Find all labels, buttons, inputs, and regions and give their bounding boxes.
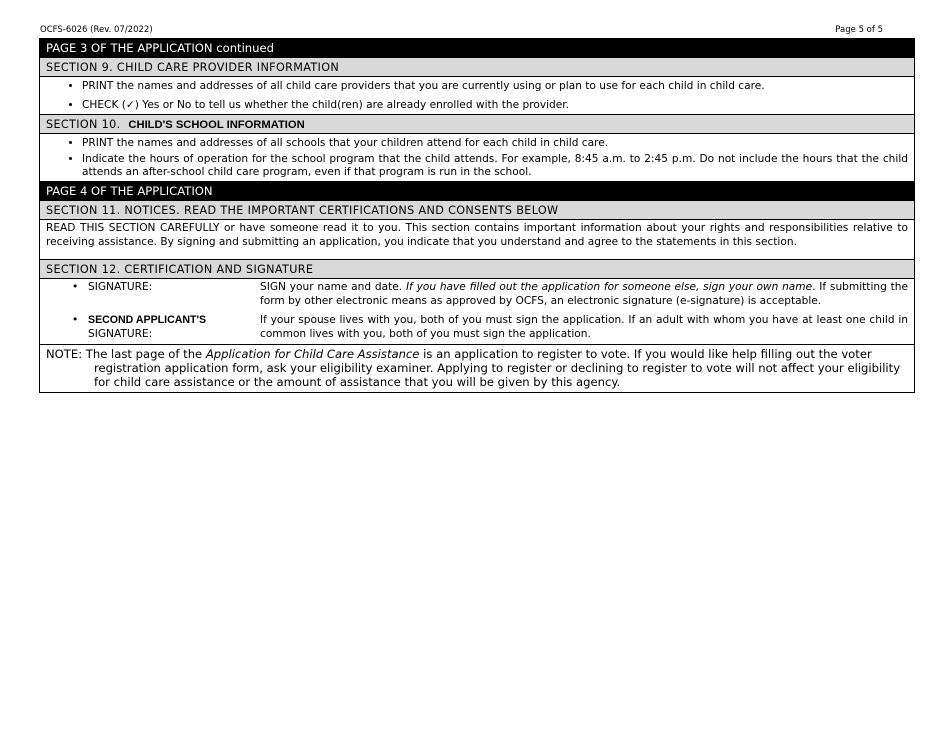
section10-bullet-2: • Indicate the hours of operation for the school program that the child attends. For example, 8:45 a.m. to 2:45 p.m. Do not include the hours that the child attends an after-school child care program, even if that program is run in the school. <box>82 153 908 179</box>
second-label-rest: SIGNATURE: <box>88 327 153 340</box>
second-label-bold: SECOND APPLICANT'S <box>88 314 207 326</box>
signature-text-part1: SIGN your name and date. <box>260 281 406 293</box>
second-signature-label <box>46 314 260 341</box>
signature-text-italic: If you have filled out the application for someone else, sign your own name <box>405 281 813 293</box>
second-signature-instructions: If your spouse lives with you, both of you must sign the application. If an adult with whom you have at least one child in common lives with you, both of you must sign the application. <box>260 314 908 340</box>
note-line1-rest: is an application to register to vote. If you would like help filling out the voter <box>419 347 872 361</box>
voter-registration-note <box>40 345 914 393</box>
section10-body <box>40 134 914 182</box>
section12-body <box>40 279 914 345</box>
section10-title: CHILD'S SCHOOL INFORMATION <box>128 119 305 131</box>
section10-heading <box>40 115 914 134</box>
instructions-document <box>39 38 915 393</box>
signature-instructions <box>260 281 908 308</box>
form-id: OCFS-6026 (Rev. 07/2022) <box>40 25 153 35</box>
signature-label: • SIGNATURE: <box>46 281 260 308</box>
second-signature-row <box>46 314 908 341</box>
signature-text-part2: . If submitting the form by other electronic means as approved by OCFS, an electronic signature (e-signature) is acceptable. <box>260 281 908 307</box>
section9-body <box>40 77 914 115</box>
signature-row <box>46 281 908 308</box>
page4-heading: PAGE 4 OF THE APPLICATION <box>40 182 914 201</box>
section12-heading: SECTION 12. CERTIFICATION AND SIGNATURE <box>40 260 914 279</box>
section9-heading: SECTION 9. CHILD CARE PROVIDER INFORMATION <box>40 58 914 77</box>
page-number: Page 5 of 5 <box>835 25 883 35</box>
section9-bullet-1: • PRINT the names and addresses of all child care providers that you are currently using or plan to use for each child in child care. <box>82 80 908 93</box>
section10-bullet-1: • PRINT the names and addresses of all schools that your children attend for each child in child care. <box>82 137 908 150</box>
section11-text: READ THIS SECTION CAREFULLY or have someone read it to you. This section contains important information about your rights and responsibilities relative to receiving assistance. By signing and submitting an application, you indicate that you understand and agree to the statements in this section. <box>40 220 914 260</box>
page3-heading: PAGE 3 OF THE APPLICATION continued <box>40 39 914 58</box>
section11-heading: SECTION 11. NOTICES. READ THE IMPORTANT CERTIFICATIONS AND CONSENTS BELOW <box>40 201 914 220</box>
section10-number: SECTION 10. <box>46 118 121 131</box>
note-rest: registration application form, ask your eligibility examiner. Applying to register or declining to register to vote will not affect your eligibility for child care assistance or the amount of assistance that you will be given by this agency. <box>94 361 901 389</box>
note-italic: Application for Child Care Assistance <box>205 347 420 361</box>
page-header <box>40 25 883 35</box>
section9-bullet-2: • CHECK (✓) Yes or No to tell us whether the child(ren) are already enrolled with the provider. <box>82 99 908 112</box>
note-prefix: NOTE: The last page of the <box>46 347 206 361</box>
